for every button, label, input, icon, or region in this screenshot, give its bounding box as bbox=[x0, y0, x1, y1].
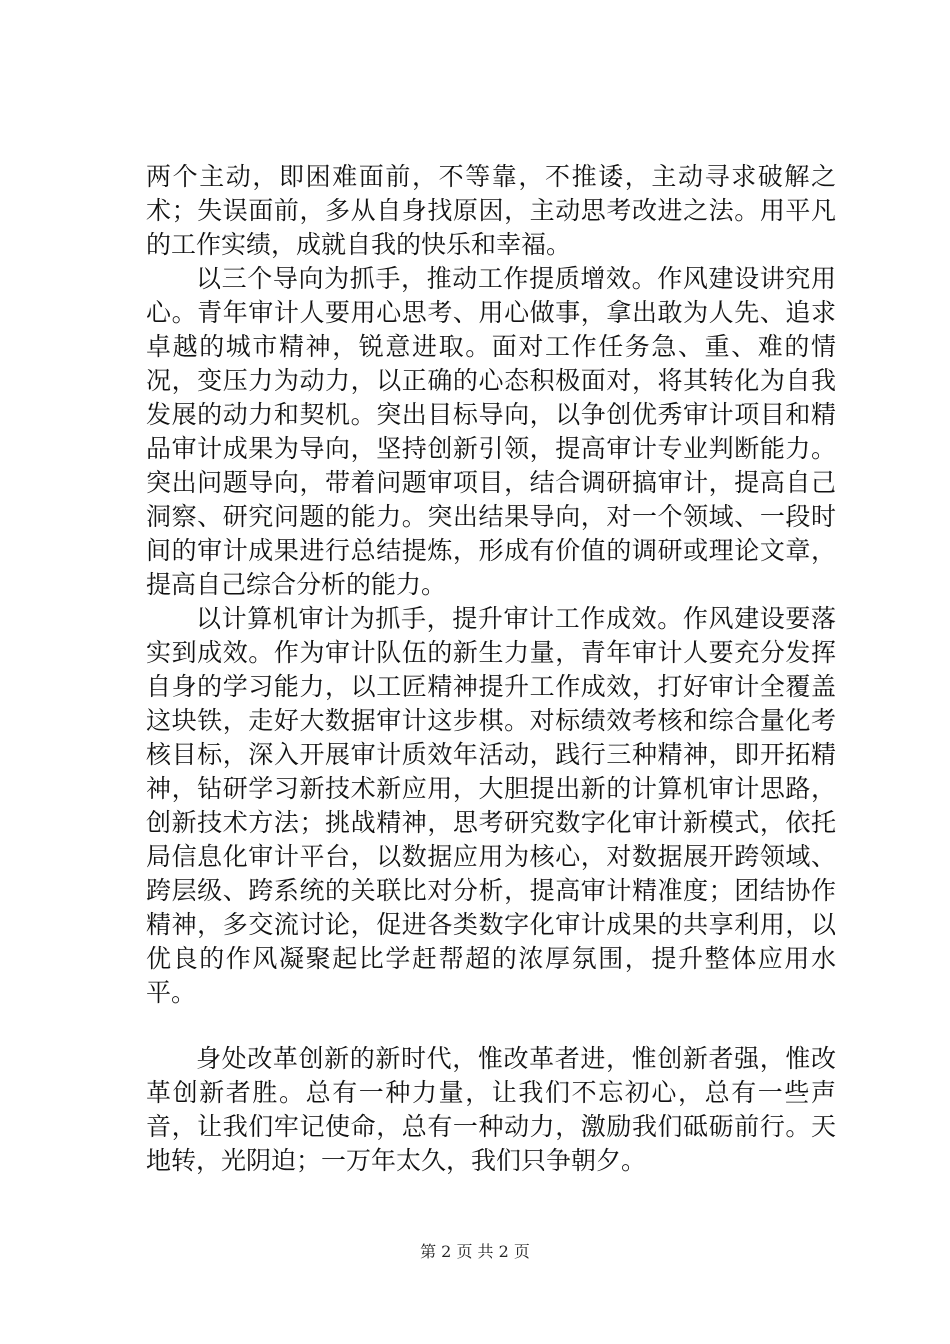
paragraph-continuation: 两个主动，即困难面前，不等靠，不推诿，主动寻求破解之术；失误面前，多从自身找原因，主动思考改进之法。用平凡的工作实绩，成就自我的快乐和幸福。 bbox=[146, 162, 836, 259]
paragraph-computer-audit: 以计算机审计为抓手，提升审计工作成效。作风建设要落实到成效。作为审计队伍的新生力量，青年审计人要充分发挥自身的学习能力，以工匠精神提升工作成效，打好审计全覆盖这块铁，走好大数据审计这步棋。对标绩效考核和综合量化考核目标，深入开展审计质效年活动，践行三种精神，即开拓精神，钻研学习新技术新应用，大胆提出新的计算机审计思路，创新技术方法；挑战精神，思考研究数字化审计新模式，依托局信息化审计平台，以数据应用为核心，对数据展开跨领域、跨层级、跨系统的关联比对分析，提高审计精准度；团结协作精神，多交流讨论，促进各类数字化审计成果的共享利用，以优良的作风凝聚起比学赶帮超的浓厚氛围，提升整体应用水平。 bbox=[146, 604, 836, 1007]
paragraph-conclusion: 身处改革创新的新时代，惟改革者进，惟创新者强，惟改革创新者胜。总有一种力量，让我们不忘初心，总有一些声音，让我们牢记使命，总有一种动力，激励我们砥砺前行。天地转，光阴迫；一万年太久，我们只争朝夕。 bbox=[146, 1044, 836, 1175]
paragraph-three-orientations: 以三个导向为抓手，推动工作提质增效。作风建设讲究用心。青年审计人要用心思考、用心做事，拿出敢为人先、追求卓越的城市精神，锐意进取。面对工作任务急、重、难的情况，变压力为动力，以正确的心态积极面对，将其转化为自我发展的动力和契机。突出目标导向，以争创优秀审计项目和精品审计成果为导向，坚持创新引领，提高审计专业判断能力。突出问题导向，带着问题审项目，结合调研搞审计，提高自己洞察、研究问题的能力。突出结果导向，对一个领域、一段时间的审计成果进行总结提炼，形成有价值的调研或理论文章，提高自己综合分析的能力。 bbox=[146, 264, 836, 599]
document-body bbox=[146, 160, 836, 1178]
page-footer bbox=[0, 1242, 950, 1262]
page-number-label: 第 2 页 共 2 页 bbox=[420, 1242, 530, 1261]
